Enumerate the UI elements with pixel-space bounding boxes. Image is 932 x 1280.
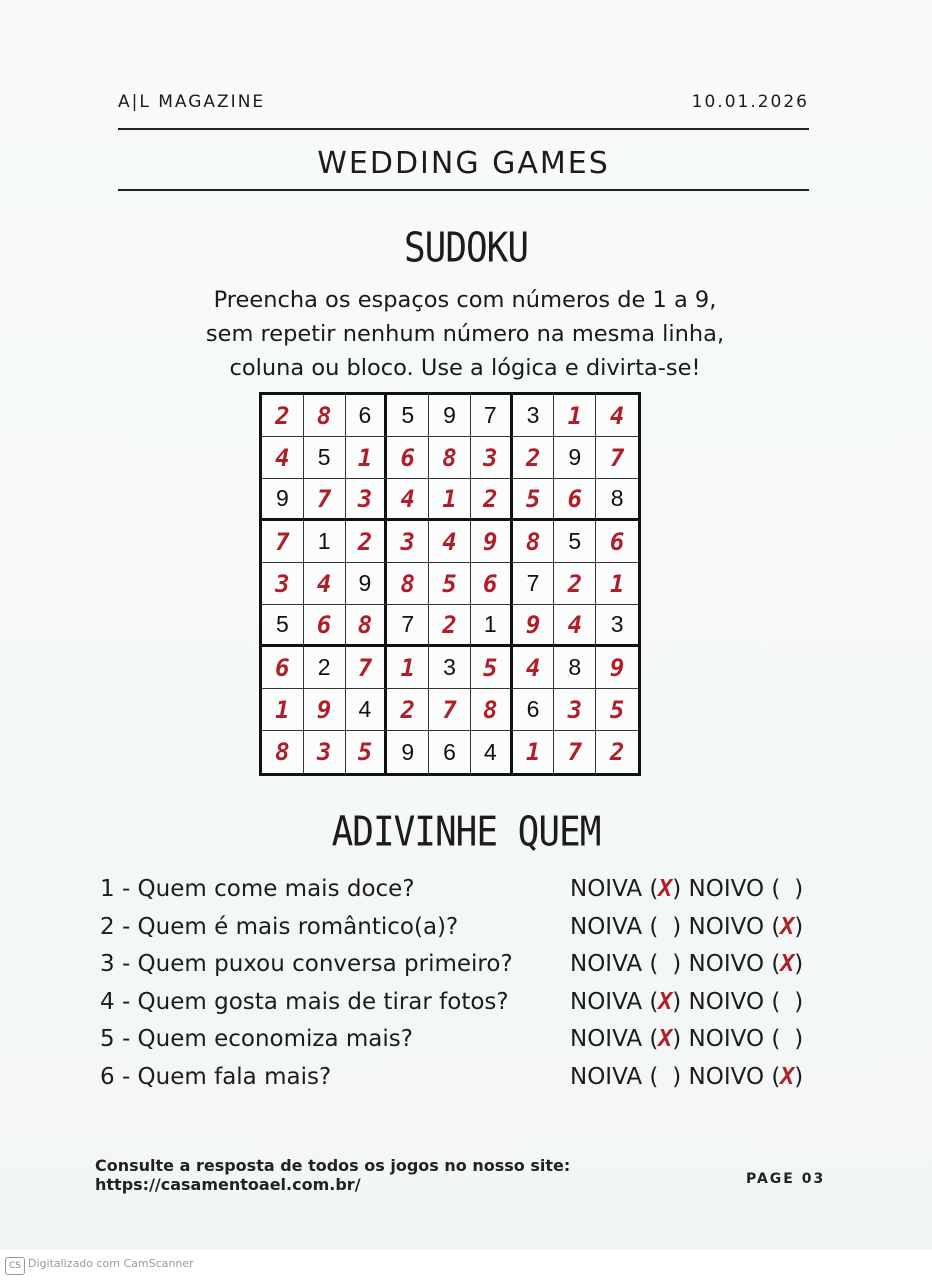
answer-options	[570, 1064, 803, 1090]
sudoku-cell[interactable]: 2	[609, 738, 625, 766]
sudoku-cell[interactable]: 3	[346, 479, 388, 521]
noivo-checkbox[interactable]	[780, 1026, 794, 1052]
sudoku-cell[interactable]: 8	[513, 521, 555, 563]
section-title: WEDDING GAMES	[317, 146, 610, 181]
sudoku-cell[interactable]: 8	[554, 647, 596, 689]
issue-date: 10.01.2026	[691, 92, 809, 112]
sudoku-cell[interactable]: 4	[262, 437, 304, 479]
noiva-checkbox[interactable]: X	[658, 876, 673, 902]
noiva-label: NOIVA (	[570, 1063, 659, 1090]
sudoku-cell[interactable]: 1	[471, 605, 513, 647]
footer-url[interactable]: https://casamentoael.com.br/	[95, 1175, 361, 1194]
question-row	[100, 876, 820, 914]
question-text: 4 - Quem gosta mais de tirar fotos?	[100, 988, 509, 1015]
noivo-label: ) NOIVO (	[672, 1063, 781, 1090]
sudoku-cell[interactable]: 3	[513, 395, 555, 437]
sudoku-cell[interactable]: 3	[471, 437, 513, 479]
footer-note	[95, 1156, 570, 1194]
guess-who-questions	[100, 876, 820, 1101]
sudoku-cell[interactable]: 2	[554, 563, 596, 605]
sudoku-cell[interactable]: 4	[554, 605, 596, 647]
sudoku-cell[interactable]: 2	[513, 437, 555, 479]
page-header	[118, 92, 809, 116]
sudoku-cell[interactable]: 5	[596, 689, 638, 731]
sudoku-cell[interactable]: 7	[346, 647, 388, 689]
sudoku-cell[interactable]: 7	[304, 479, 346, 521]
sudoku-cell[interactable]: 1	[304, 521, 346, 563]
question-row	[100, 1026, 820, 1064]
noiva-checkbox[interactable]	[658, 914, 672, 940]
sudoku-cell[interactable]: 6	[596, 521, 638, 563]
answer-options	[570, 951, 803, 977]
question-text: 6 - Quem fala mais?	[100, 1063, 332, 1090]
sudoku-cell[interactable]: 4	[471, 731, 513, 773]
sudoku-cell[interactable]: 6	[554, 479, 596, 521]
sudoku-cell[interactable]: 8	[596, 479, 638, 521]
sudoku-cell[interactable]: 6	[262, 647, 304, 689]
option-close: )	[794, 1063, 804, 1090]
sudoku-cell[interactable]: 1	[262, 689, 304, 731]
sudoku-cell[interactable]: 7	[429, 689, 471, 731]
sudoku-cell[interactable]: 6	[346, 395, 388, 437]
instruction-line: coluna ou bloco. Use a lógica e divirta-se!	[229, 355, 701, 381]
noiva-label: NOIVA (	[570, 951, 659, 977]
sudoku-cell[interactable]: 1	[596, 563, 638, 605]
sudoku-cell[interactable]: 4	[596, 395, 638, 437]
sudoku-cell[interactable]: 6	[387, 437, 429, 479]
noivo-label: ) NOIVO (	[672, 876, 781, 902]
question-row	[100, 914, 820, 952]
scanner-watermark-text: Digitalizado com CamScanner	[28, 1257, 194, 1270]
option-close: )	[794, 1026, 804, 1052]
sudoku-cell[interactable]: 5	[513, 479, 555, 521]
noivo-label: ) NOIVO (	[672, 1026, 781, 1052]
sudoku-cell[interactable]: 2	[387, 689, 429, 731]
noivo-label: ) NOIVO (	[672, 988, 781, 1015]
sudoku-cell[interactable]: 1	[513, 731, 555, 773]
sudoku-cell[interactable]: 3	[596, 605, 638, 647]
noiva-label: NOIVA (	[570, 913, 659, 940]
sudoku-cell[interactable]: 7	[387, 605, 429, 647]
sudoku-instructions	[150, 283, 780, 385]
publication-name: A|L MAGAZINE	[118, 92, 266, 112]
noiva-checkbox[interactable]	[658, 1064, 672, 1090]
sudoku-cell[interactable]: 8	[262, 731, 304, 773]
question-row	[100, 1064, 820, 1102]
instruction-line: Preencha os espaços com números de 1 a 9,	[213, 287, 717, 313]
sudoku-cell[interactable]: 2	[471, 479, 513, 521]
sudoku-cell[interactable]: 5	[429, 563, 471, 605]
sudoku-cell[interactable]: 1	[429, 479, 471, 521]
sudoku-grid	[259, 392, 641, 776]
noiva-label: NOIVA (	[570, 876, 659, 902]
question-text: 2 - Quem é mais romântico(a)?	[100, 913, 459, 940]
sudoku-cell[interactable]: 6	[513, 689, 555, 731]
sudoku-cell[interactable]: 5	[387, 395, 429, 437]
sudoku-cell[interactable]: 2	[429, 605, 471, 647]
option-close: )	[794, 988, 804, 1015]
sudoku-cell[interactable]: 7	[513, 563, 555, 605]
answer-options	[570, 1026, 803, 1052]
sudoku-cell[interactable]: 1	[346, 437, 388, 479]
answer-options	[570, 876, 803, 902]
footer-note-line: Consulte a resposta de todos os jogos no nosso site:	[95, 1156, 571, 1175]
sudoku-cell[interactable]: 9	[304, 689, 346, 731]
sudoku-title: SUDOKU	[403, 224, 529, 273]
noiva-checkbox[interactable]: X	[658, 1026, 673, 1052]
guess-who-title: ADIVINHE QUEM	[331, 808, 601, 857]
sudoku-cell[interactable]: 2	[262, 395, 304, 437]
sudoku-cell[interactable]: 9	[554, 437, 596, 479]
question-text: 3 - Quem puxou conversa primeiro?	[100, 951, 513, 977]
sudoku-cell[interactable]: 9	[346, 563, 388, 605]
sudoku-cell[interactable]: 5	[471, 647, 513, 689]
noivo-label: ) NOIVO (	[672, 913, 781, 940]
scanner-watermark-bar	[0, 1250, 932, 1280]
header-rule	[118, 128, 809, 130]
sudoku-cell[interactable]: 3	[387, 521, 429, 563]
page-number: PAGE 03	[746, 1171, 826, 1187]
option-close: )	[794, 951, 804, 977]
sudoku-cell[interactable]: 2	[304, 647, 346, 689]
noiva-checkbox[interactable]: X	[658, 988, 673, 1015]
sudoku-cell[interactable]: 6	[304, 605, 346, 647]
sudoku-cell[interactable]: 7	[554, 731, 596, 773]
sudoku-cell[interactable]: 8	[471, 689, 513, 731]
sudoku-cell[interactable]: 1	[387, 647, 429, 689]
option-close: )	[794, 876, 804, 902]
noiva-label: NOIVA (	[570, 1026, 659, 1052]
sudoku-cell[interactable]: 4	[429, 521, 471, 563]
sudoku-cell[interactable]: 3	[554, 689, 596, 731]
sudoku-cell[interactable]: 8	[387, 563, 429, 605]
sudoku-cell[interactable]: 9	[429, 395, 471, 437]
noivo-checkbox[interactable]: X	[780, 913, 795, 940]
noivo-checkbox[interactable]	[780, 876, 794, 902]
answer-options	[570, 914, 803, 940]
sudoku-cell[interactable]: 4	[346, 689, 388, 731]
section-rule	[118, 189, 809, 191]
sudoku-cell[interactable]: 6	[471, 563, 513, 605]
sudoku-cell[interactable]: 3	[429, 647, 471, 689]
sudoku-cell[interactable]: 1	[554, 395, 596, 437]
sudoku-cell[interactable]: 7	[596, 437, 638, 479]
noivo-checkbox[interactable]: X	[780, 951, 795, 977]
sudoku-cell[interactable]: 3	[262, 563, 304, 605]
sudoku-cell[interactable]: 9	[387, 731, 429, 773]
sudoku-cell[interactable]: 4	[304, 563, 346, 605]
sudoku-cell[interactable]: 5	[554, 521, 596, 563]
noiva-label: NOIVA (	[570, 988, 659, 1015]
noivo-checkbox[interactable]: X	[780, 1063, 795, 1090]
noivo-checkbox[interactable]	[780, 989, 794, 1015]
sudoku-cell[interactable]: 8	[304, 395, 346, 437]
sudoku-cell[interactable]: 3	[304, 731, 346, 773]
sudoku-cell[interactable]: 8	[429, 437, 471, 479]
sudoku-cell[interactable]: 9	[596, 647, 638, 689]
question-row	[100, 951, 820, 989]
sudoku-cell[interactable]: 4	[513, 647, 555, 689]
sudoku-cell[interactable]: 6	[429, 731, 471, 773]
instruction-line: sem repetir nenhum número na mesma linha,	[205, 321, 725, 347]
noiva-checkbox[interactable]	[658, 951, 672, 977]
option-close: )	[794, 913, 804, 940]
sudoku-cell[interactable]: 7	[471, 395, 513, 437]
sudoku-cell[interactable]: 5	[346, 731, 388, 773]
sudoku-cell[interactable]: 9	[262, 479, 304, 521]
question-row	[100, 989, 820, 1027]
question-text: 5 - Quem economiza mais?	[100, 1026, 413, 1052]
sudoku-cell[interactable]: 2	[346, 521, 388, 563]
question-text: 1 - Quem come mais doce?	[100, 876, 415, 902]
sudoku-cell[interactable]: 5	[304, 437, 346, 479]
sudoku-cell[interactable]: 9	[513, 605, 555, 647]
sudoku-cell[interactable]: 8	[346, 605, 388, 647]
sudoku-cell[interactable]: 4	[387, 479, 429, 521]
sudoku-cell[interactable]: 7	[262, 521, 304, 563]
sudoku-cell[interactable]: 5	[262, 605, 304, 647]
answer-options	[570, 989, 803, 1015]
sudoku-cell[interactable]: 9	[471, 521, 513, 563]
camscanner-logo-icon: CS	[5, 1257, 25, 1275]
noivo-label: ) NOIVO (	[672, 951, 781, 977]
